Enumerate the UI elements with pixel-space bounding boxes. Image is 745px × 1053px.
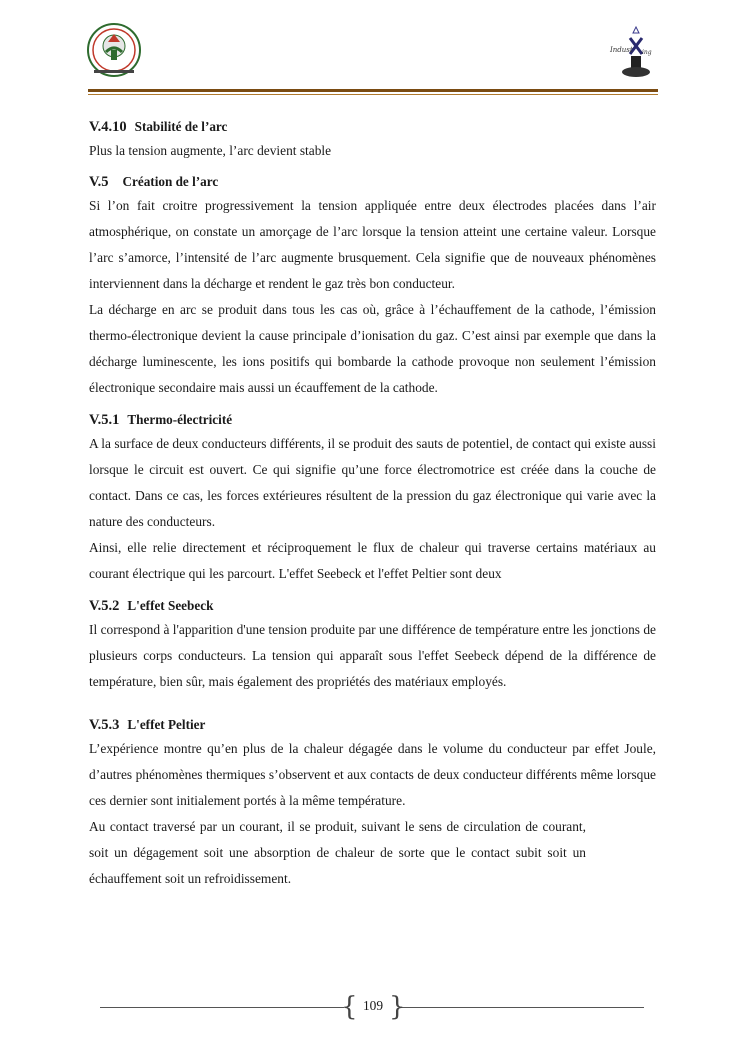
section-number: V.5.1: [89, 412, 120, 428]
paragraph: Au contact traversé par un courant, il se produit, suivant le sens de circulation de courant, soit un dégagement soit une absorption de chaleur de sorte que le contact subit soit un échauffement soit un refroidissement.: [89, 819, 586, 886]
left-brace-icon: {: [341, 992, 358, 1022]
section-title: Thermo-électricité: [127, 412, 233, 427]
paragraph: Ainsi, elle relie directement et réciproquement le flux de chaleur qui traverse certains matériaux au courant électrique qui les parcourt. L'effet Seebeck et l'effet Peltier sont deux: [89, 540, 656, 581]
svg-text:ing: ing: [642, 49, 652, 56]
paragraph: La décharge en arc se produit dans tous les cas où, grâce à l’échauffement de la cathode, l’émission thermo-électronique devient la cause principale d’ionisation du gaz. C’est ainsi par exemple que dans la décharge luminescente, les ions positifs qui bombarde la cathode provoque non seulement l’émission électronique secondaire mais aussi un écauffement de la cathode.: [89, 302, 656, 395]
section-number: V.5.2: [89, 598, 120, 614]
svg-text:Indust: Indust: [610, 46, 633, 54]
section-heading: [89, 172, 656, 192]
footer-rule-right: [400, 1007, 644, 1008]
section-heading: [89, 715, 656, 735]
section-heading: [89, 117, 656, 137]
paragraph: Plus la tension augmente, l’arc devient stable: [89, 143, 332, 158]
footer-rule-left: [100, 1007, 344, 1008]
paragraph: Si l’on fait croitre progressivement la tension appliquée entre deux électrodes placées dans l’air atmosphérique, on constate un amorçage de l’arc lorsque la tension atteint une certaine valeur. Lorsque l’arc s’amorce, l’intensité de l’arc augmente brusquement. Cela signifie que de nouveaux phénomènes interviennent dans la décharge et rendent le gaz très bon conducteur.: [89, 198, 656, 291]
section-title: Création de l’arc: [122, 174, 219, 189]
section-title: L'effet Peltier: [127, 717, 206, 732]
industrial-engineering-logo-icon: [606, 24, 660, 82]
section-heading: [89, 596, 656, 616]
section-title: Stabilité de l’arc: [134, 119, 228, 134]
section-number: V.5.3: [89, 717, 120, 733]
header-rule-thin: [88, 94, 658, 95]
section-heading: [89, 410, 656, 430]
section-number: V.5: [89, 174, 109, 190]
section-number: V.4.10: [89, 119, 127, 135]
paragraph: A la surface de deux conducteurs différents, il se produit des sauts de potentiel, de contact qui existe aussi lorsque le circuit est ouvert. Ce qui signifie qu’une force électromotrice est créée dans la couche de contact. Dans ce cas, les forces extérieures résultent de la pression du gaz électronique qui varie avec la nature des conducteurs.: [89, 436, 656, 529]
right-brace-icon: }: [389, 992, 406, 1022]
paragraph: L’expérience montre qu’en plus de la chaleur dégagée dans le volume du conducteur par effet Joule, d’autres phénomènes thermiques s’observent et aux contacts de deux conducteur différents même lorsque ces dernier sont initialement portés à la même température.: [89, 741, 656, 808]
page-content: [89, 114, 656, 892]
university-logo-icon: [80, 22, 148, 78]
paragraph: Il correspond à l'apparition d'une tension produite par une différence de température entre les jonctions de plusieurs corps conducteurs. La tension qui apparaît sous l'effet Seebeck dépend de la différence de température, bien sûr, mais également des propriétés des matériaux employés.: [89, 622, 656, 689]
section-title: L'effet Seebeck: [127, 598, 214, 613]
page-number: 109: [362, 998, 384, 1013]
header-rule: [88, 89, 658, 92]
